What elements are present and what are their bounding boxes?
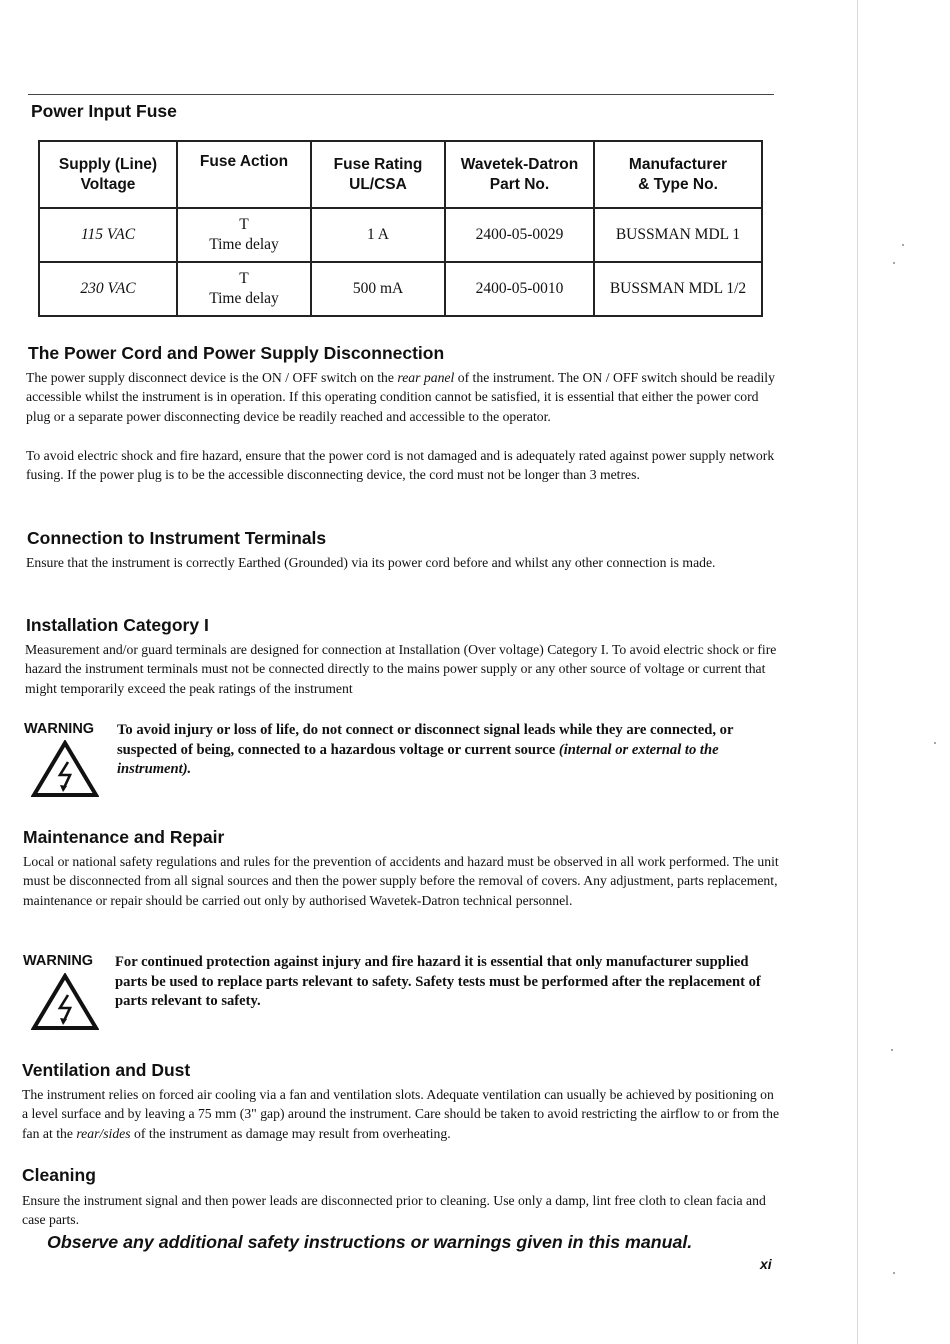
fuse-table: [38, 140, 763, 317]
table-cell: 2400-05-0029: [445, 208, 594, 262]
table-cell: 2400-05-0010: [445, 262, 594, 316]
col-header-supply-voltage: Supply (Line) Voltage: [39, 141, 177, 208]
warning-label-2: WARNING: [23, 953, 94, 969]
scan-speck: [893, 262, 895, 264]
table-cell: 1 A: [311, 208, 445, 262]
ventilation-p1-start: The instrument relies on forced air cooling via a fan and ventilation slots. Adequate ventilation can usually be achieved by positioning on a level surface and by leaving a 75 mm (3" gap) around the instrument. Care should be taken to avoid restricting the airflow to or from the fan at the: [22, 1087, 780, 1141]
electric-hazard-warning-icon-2: [31, 973, 99, 1031]
maintenance-heading: Maintenance and Repair: [23, 827, 225, 847]
electric-hazard-warning-icon: [31, 740, 99, 798]
ventilation-p1-emphasis: rear/sides: [76, 1125, 131, 1141]
power-input-fuse-heading: Power Input Fuse: [31, 101, 177, 121]
table-cell: T Time delay: [177, 262, 311, 316]
table-cell: 230 VAC: [39, 262, 177, 316]
installation-paragraph: Measurement and/or guard terminals are designed for connection at Installation (Over voltage) Category I. To avoid electric shock or fire hazard the instrument terminals must not be connected directly to the mains power supply or any other source of voltage or current that might temporarily exceed the peak ratings of the instrument: [25, 642, 777, 696]
cleaning-paragraph: Ensure the instrument signal and then power leads are disconnected prior to cleaning. Use only a damp, lint free cloth to clean facia and case parts.: [22, 1193, 766, 1228]
closing-safety-note: Observe any additional safety instructions or warnings given in this manual.: [47, 1232, 693, 1252]
ventilation-paragraph: [22, 1085, 782, 1143]
scan-edge-line: [857, 0, 858, 1344]
power-cord-paragraph-2: To avoid electric shock and fire hazard, ensure that the power cord is not damaged and is adequately rated against power supply network fusing. If the power plug is to be the accessible disconnecting device, the cord must not be longer than 3 metres.: [26, 448, 775, 483]
power-cord-heading: The Power Cord and Power Supply Disconnection: [28, 343, 445, 363]
col-header-manufacturer: Manufacturer & Type No.: [594, 141, 762, 208]
top-rule: [28, 94, 774, 95]
table-cell: 115 VAC: [39, 208, 177, 262]
warning-text-1-main: To avoid injury or loss of life, do not connect or disconnect signal leads while they are connected, or suspected of being, connected to a hazardous voltage or current source: [117, 722, 734, 758]
power-cord-paragraph-1: [26, 368, 782, 426]
table-row: [39, 208, 762, 262]
table-cell: BUSSMAN MDL 1/2: [594, 262, 762, 316]
scan-speck: [934, 742, 936, 744]
warning-text-2: For continued protection against injury and fire hazard it is essential that only manufacturer supplied parts be used to replace parts relevant to safety. Safety tests must be performed after the replacement of parts relevant to safety.: [115, 954, 761, 1009]
power-cord-p1-end: of the instrument. The ON / OFF switch should be readily accessible whilst the instrument is in operation. If this operating condition cannot be satisfied, it is essential that either the power cord plug or a separate power disconnecting device be readily reached and accessible to the operator.: [26, 370, 775, 424]
table-cell: 500 mA: [311, 262, 445, 316]
ventilation-p1-end: of the instrument as damage may result from overheating.: [130, 1125, 451, 1141]
power-cord-p1-emphasis: rear panel: [397, 370, 455, 385]
maintenance-paragraph: Local or national safety regulations and rules for the prevention of accidents and hazard must be observed in all work performed. The unit must be disconnected from all signal sources and then the power supply before the removal of covers. Any adjustment, parts replacement, maintenance or repair should be carried out only by authorised Wavetek-Datron technical personnel.: [23, 854, 779, 908]
warning-text-1: [117, 721, 778, 780]
table-cell: BUSSMAN MDL 1: [594, 208, 762, 262]
ventilation-heading: Ventilation and Dust: [22, 1060, 191, 1080]
installation-heading: Installation Category I: [26, 615, 209, 635]
fuse-table-header-row: [39, 141, 762, 208]
warning-label-1: WARNING: [24, 721, 95, 737]
table-cell: T Time delay: [177, 208, 311, 262]
col-header-part-no: Wavetek-Datron Part No.: [445, 141, 594, 208]
page-number: xi: [760, 1256, 772, 1272]
warning-text-1-emphasis: (internal or external to the instrument).: [117, 741, 719, 777]
col-header-fuse-action: Fuse Action: [177, 141, 311, 208]
power-cord-p1-start: The power supply disconnect device is the ON / OFF switch on the: [26, 370, 398, 385]
scan-speck: [902, 244, 904, 246]
cleaning-heading: Cleaning: [22, 1165, 96, 1185]
terminals-paragraph: Ensure that the instrument is correctly Earthed (Grounded) via its power cord before and whilst any other connection is made.: [26, 555, 716, 570]
col-header-fuse-rating: Fuse Rating UL/CSA: [311, 141, 445, 208]
scan-speck: [891, 1049, 893, 1051]
terminals-heading: Connection to Instrument Terminals: [27, 528, 327, 548]
scan-speck: [893, 1272, 895, 1274]
table-row: [39, 262, 762, 316]
